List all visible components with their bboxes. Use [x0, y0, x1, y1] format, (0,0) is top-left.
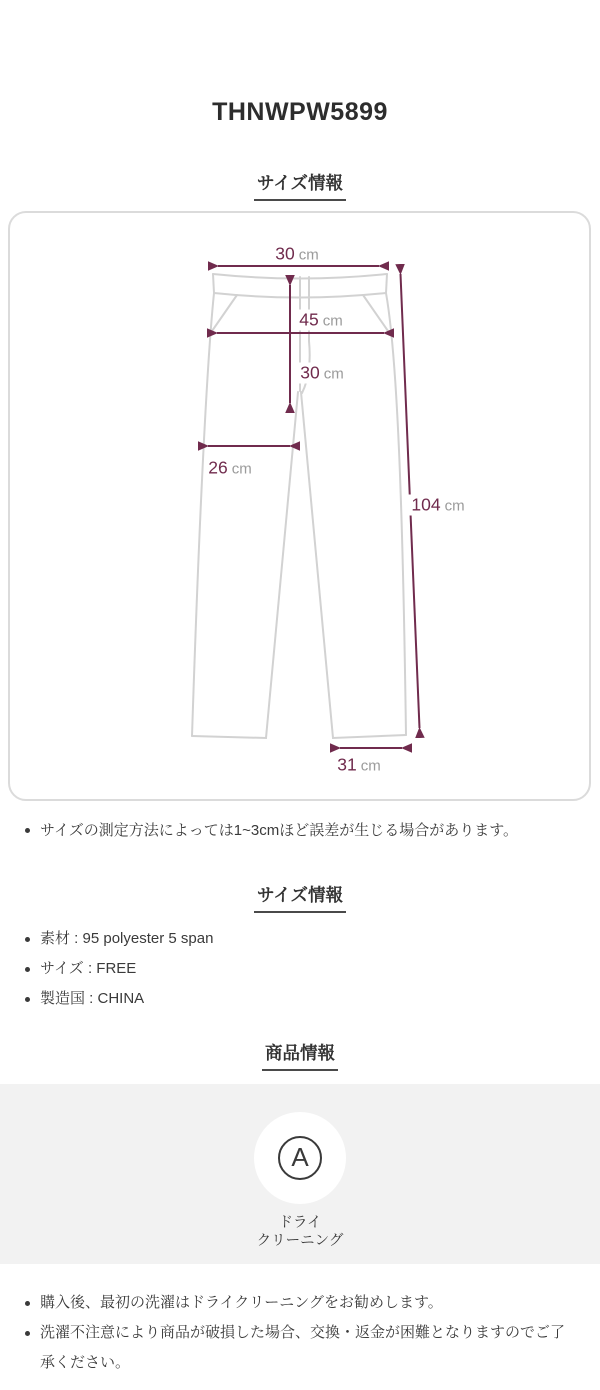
- hip-value: 45: [299, 309, 319, 330]
- pants-outline: [192, 274, 406, 738]
- hem-unit: cm: [360, 757, 381, 775]
- hem-measurement: [334, 755, 383, 776]
- waist-measurement: [272, 244, 321, 265]
- care-symbol-label: [257, 1214, 344, 1250]
- size-diagram-heading: サイズ情報: [254, 174, 346, 201]
- hip-measurement: [296, 310, 345, 331]
- hem-value: 31: [337, 754, 357, 775]
- dry-clean-a-icon: [278, 1136, 322, 1180]
- care-instructions-panel: [0, 1084, 600, 1264]
- bullet-dot: [25, 1301, 30, 1306]
- note-text: 購入後、最初の洗濯はドライクリーニングをお勧めします。: [40, 1294, 443, 1311]
- size-diagram-box: [8, 211, 591, 801]
- washing-notes: [25, 1288, 580, 1378]
- care-symbol-letter: A: [291, 1142, 309, 1172]
- note-text: サイズの測定方法によっては1~3cmほど誤差が生じる場合があります。: [40, 822, 519, 839]
- care-label-line2: クリーニング: [256, 1233, 344, 1249]
- bullet-dot: [25, 967, 30, 972]
- note-text: 洗濯不注意により商品が破損した場合、交換・返金が困難となりますのでご了承ください。: [40, 1324, 566, 1371]
- list-item-text: 素材 : 95 polyester 5 span: [40, 930, 214, 947]
- list-item-text: サイズ : FREE: [40, 960, 137, 977]
- size-info-list: [25, 929, 580, 1009]
- care-symbol-circle: [254, 1112, 346, 1204]
- page-title: THNWPW5899: [212, 98, 388, 126]
- washing-note-1: [25, 1288, 580, 1318]
- hip-unit: cm: [322, 312, 343, 330]
- waist-value: 30: [275, 243, 295, 264]
- size-info-heading: サイズ情報: [254, 886, 346, 913]
- rise-unit: cm: [323, 365, 344, 383]
- length-value: 104: [411, 494, 441, 515]
- washing-note-2: [25, 1318, 580, 1378]
- waist-unit: cm: [298, 246, 319, 264]
- bullet-dot: [25, 997, 30, 1002]
- rise-measurement: [297, 363, 346, 384]
- thigh-value: 26: [208, 457, 228, 478]
- length-measurement: [408, 495, 467, 516]
- list-item-country: [25, 989, 580, 1009]
- list-item-text: 製造国 : CHINA: [40, 990, 145, 1007]
- bullet-dot: [25, 937, 30, 942]
- bullet-dot: [25, 1331, 30, 1336]
- bullet-dot: [25, 828, 30, 833]
- pants-measurement-diagram: [10, 213, 589, 799]
- rise-value: 30: [300, 362, 320, 383]
- length-unit: cm: [444, 497, 465, 515]
- list-item-size: [25, 959, 580, 979]
- thigh-measurement: [205, 458, 254, 479]
- care-label-line1: ドライ: [278, 1215, 322, 1231]
- thigh-unit: cm: [231, 460, 252, 478]
- list-item-material: [25, 929, 580, 949]
- product-info-heading: 商品情報: [262, 1044, 338, 1071]
- size-tolerance-note: [25, 820, 580, 841]
- measurement-arrows: [208, 266, 420, 748]
